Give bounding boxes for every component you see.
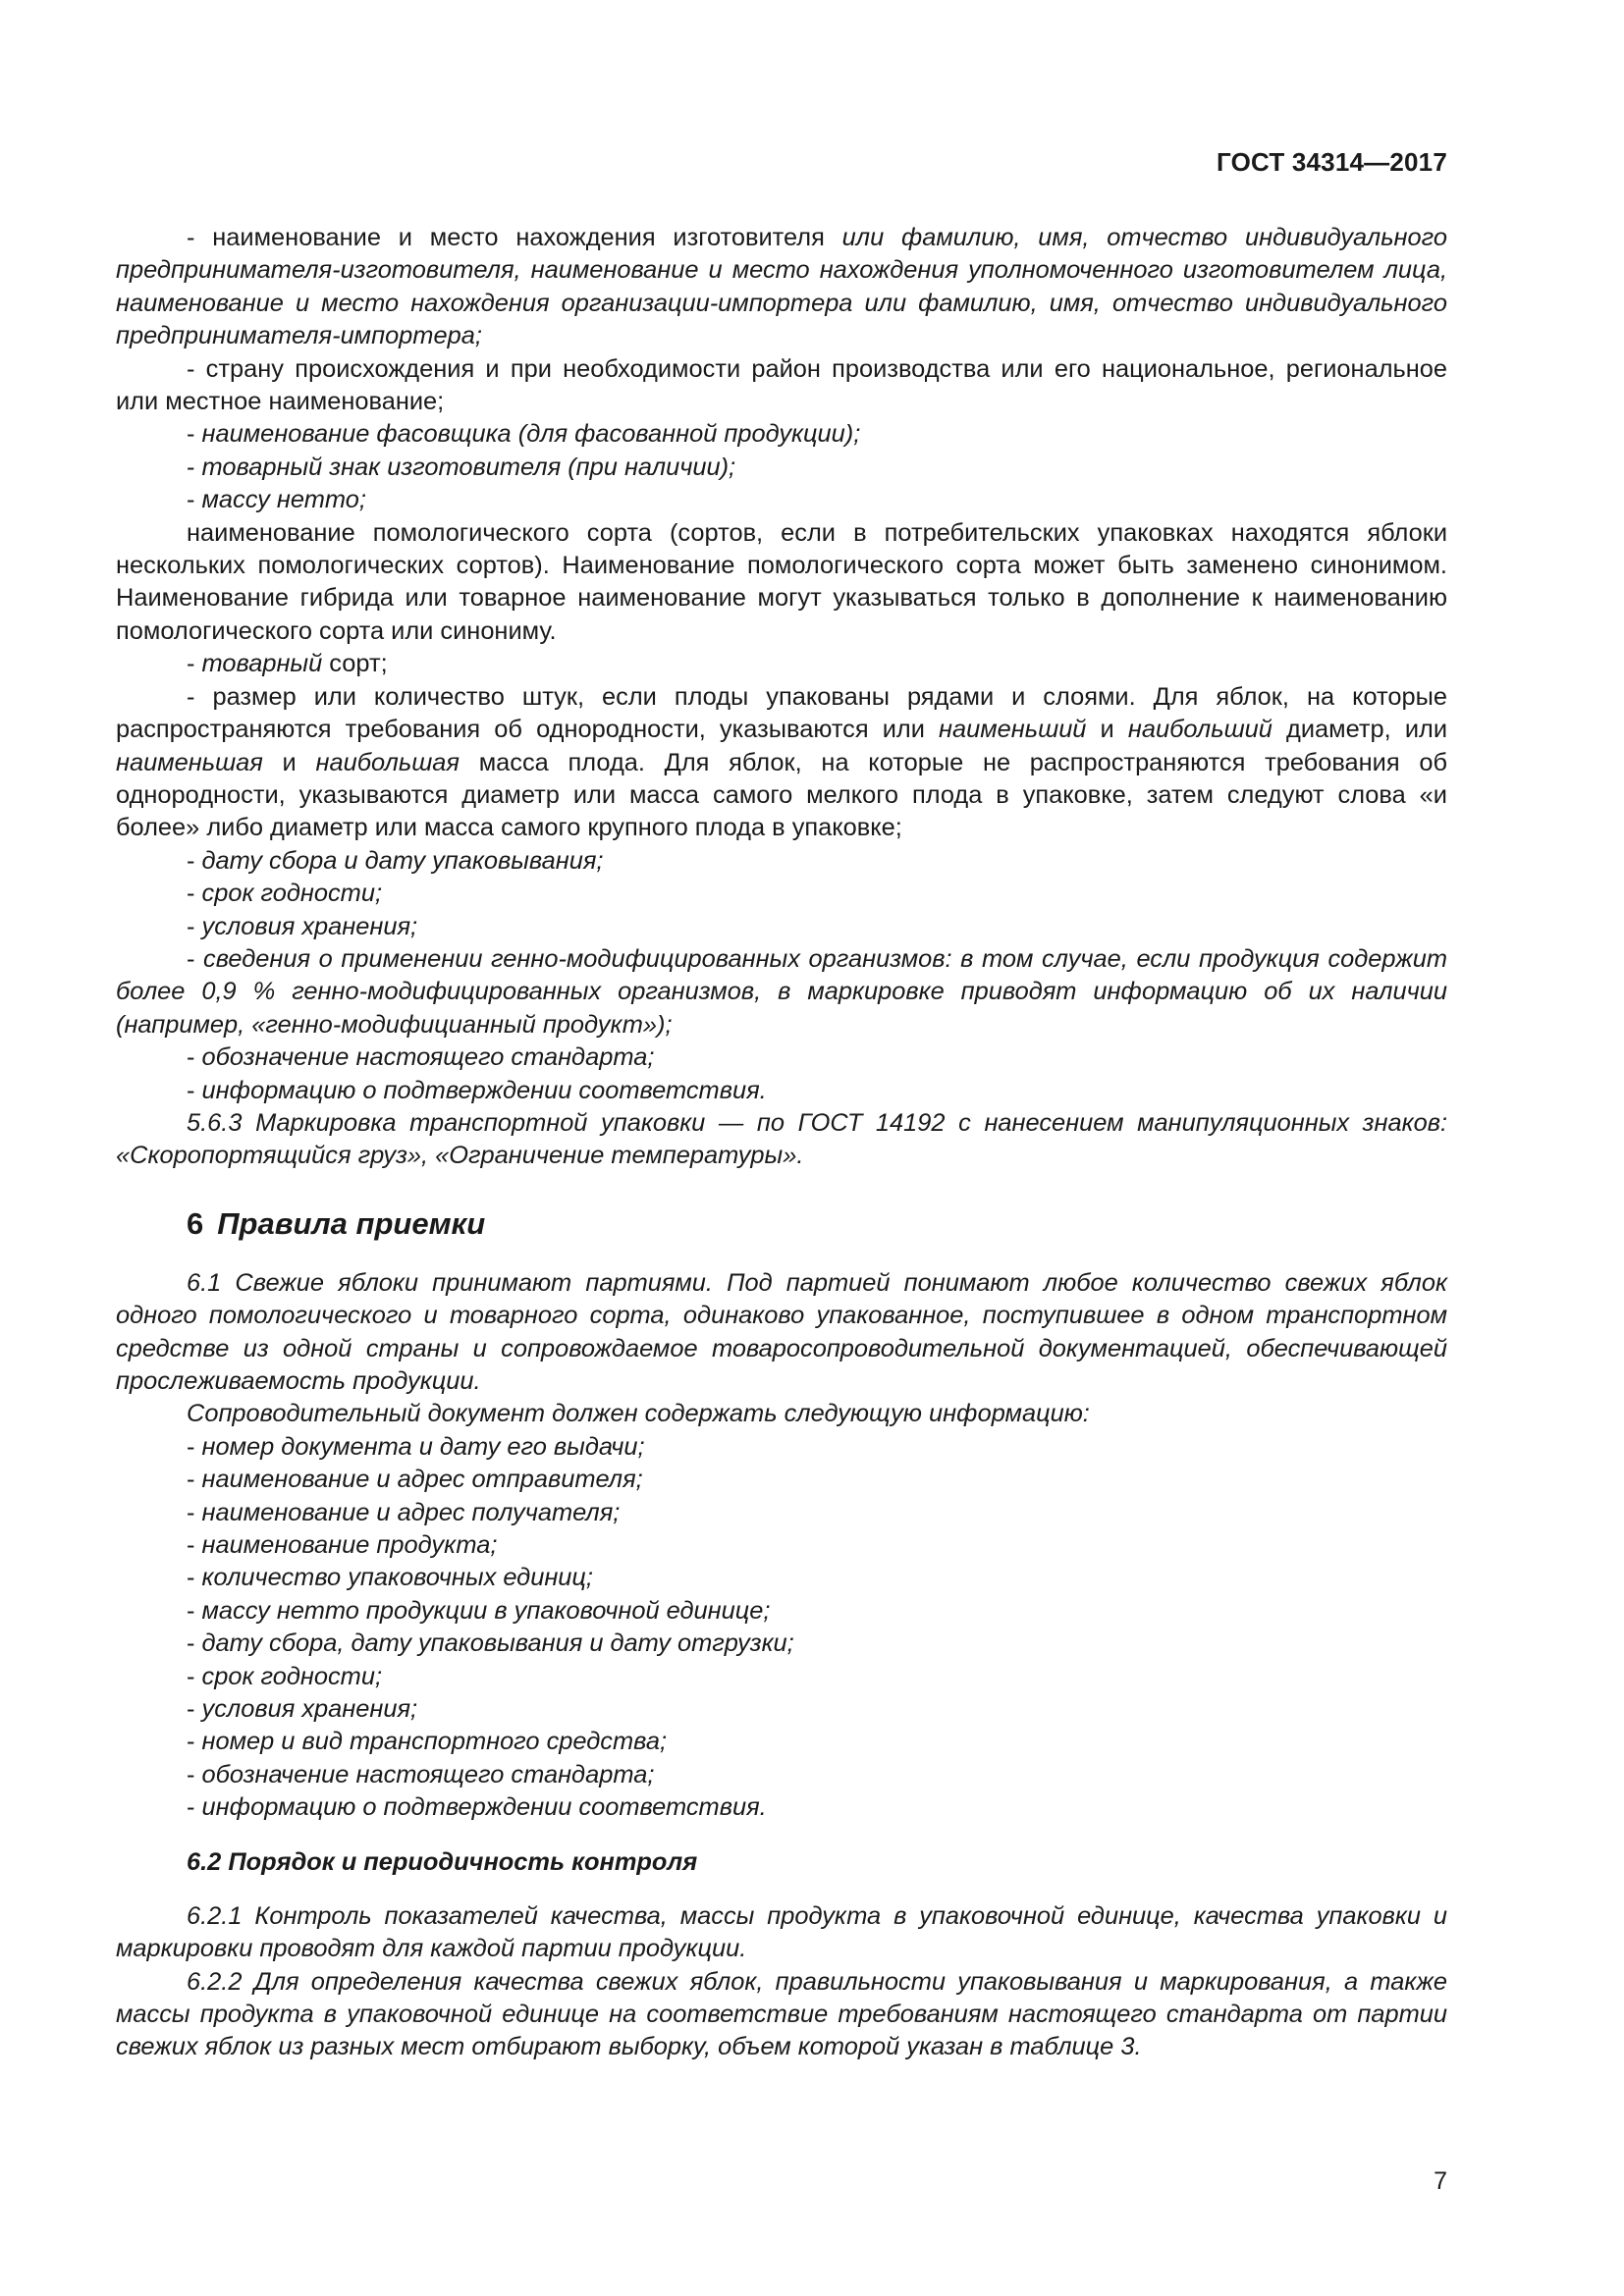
text-run: наибольшая [315, 748, 460, 776]
text-run: условия хранения; [201, 912, 418, 940]
text-run: - [187, 1760, 202, 1789]
paragraph [116, 1966, 1447, 2064]
text-run: - [187, 1629, 202, 1658]
text-run: сорт; [322, 650, 388, 678]
paragraph [116, 222, 1447, 353]
text-run: наименьшая [116, 748, 263, 776]
list-item [116, 1041, 1447, 1074]
text-run: информацию о подтверждении соответствия. [201, 1793, 767, 1822]
paragraph [116, 353, 1447, 419]
text-run: - [187, 1432, 202, 1461]
text-run: - [187, 453, 202, 481]
text-run: диаметр, или [1272, 716, 1447, 744]
document-body [116, 222, 1447, 2064]
text-run: 6.2.2 Для определения качества свежих яблок, правильности упаковывания и маркирования, а также массы продукта в упаковочной единице на соответствие требованиям настоящего стандарта от партии свежих яблок из разных мест отбирают выборку, объем которой указан в таблице 3. [116, 1967, 1447, 2061]
text-run: - [187, 1043, 202, 1072]
text-run: - [187, 1498, 202, 1526]
paragraph [116, 1107, 1447, 1173]
list-item [116, 1791, 1447, 1824]
text-run: наименование фасовщика (для фасованной продукции); [201, 420, 861, 449]
text-run: - [187, 1466, 202, 1494]
section-number: 6 [187, 1205, 204, 1241]
list-item [116, 1759, 1447, 1791]
list-item [116, 1497, 1447, 1529]
text-run: обозначение настоящего стандарта; [201, 1043, 655, 1072]
list-item [116, 452, 1447, 484]
text-run: - [187, 1076, 202, 1104]
text-run: - [187, 1695, 202, 1724]
text-run: 5.6.3 Маркировка транспортной упаковки — по ГОСТ 14192 с нанесением манипуляционных знаков: «Скоропортящийся груз», «Ограничение температуры». [116, 1108, 1447, 1170]
text-run: и [1086, 716, 1128, 744]
paragraph [116, 943, 1447, 1041]
text-run: или фамилию, имя, отчество индивидуального предпринимателя-изготовителя, наименование и место нахождения уполномоченного изготовителем лица, наименование и место нахождения организации-импортера или фамилию, имя, отчество индивидуального предпринимателя-импортера; [116, 224, 1448, 350]
page-number: 7 [1434, 2167, 1447, 2195]
text-run: массу нетто; [201, 486, 366, 514]
text-run: срок годности; [201, 880, 383, 908]
text-run: - [187, 420, 202, 449]
text-run: - [187, 1793, 202, 1822]
text-run: количество упаковочных единиц; [201, 1564, 593, 1592]
text-run: наименование и адрес получателя; [201, 1498, 621, 1526]
list-item [116, 1431, 1447, 1464]
text-run: - [187, 846, 202, 875]
text-run: - [187, 486, 202, 514]
list-item [116, 484, 1447, 516]
list-item [116, 845, 1447, 878]
list-item [116, 878, 1447, 910]
paragraph [116, 517, 1447, 649]
text-run: - наименование и место нахождения изготовителя [187, 224, 842, 251]
text-run: дату сбора, дату упаковывания и дату отгрузки; [201, 1629, 794, 1658]
text-run: обозначение настоящего стандарта; [201, 1760, 655, 1789]
text-run: - размер или количество штук, если плоды упакованы рядами и слоями. Для яблок, на которые распространяются требования об однородности, указываются или [116, 682, 1447, 744]
text-run: и [262, 748, 316, 776]
text-run: - [187, 1564, 202, 1592]
list-item [116, 1075, 1447, 1107]
list-item [116, 648, 1447, 680]
paragraph [116, 1398, 1447, 1430]
text-run: наименование и адрес отправителя; [201, 1466, 643, 1494]
paragraph [116, 1267, 1447, 1399]
text-run: масса плода. Для яблок, на которые не распространяются требования об однородности, указываются диаметр или масса самого мелкого плода в упаковке, затем следуют слова «и более» либо диаметр или масса самого крупного плода в упаковке; [116, 748, 1448, 842]
text-run: - страну происхождения и при необходимости район производства или его национальное, региональное или местное наименование; [116, 354, 1447, 416]
text-run: товарный знак изготовителя (при наличии); [201, 453, 736, 481]
text-run: наименование помологического сорта (сортов, если в потребительских упаковках находятся яблоки нескольких помологических сортов). Наименование помологического сорта может быть заменено синонимом. Наименование гибрида или товарное наименование могут указываться только в дополнение к наименованию помологического сорта или синониму. [116, 518, 1447, 645]
list-item [116, 1693, 1447, 1726]
paragraph [116, 1900, 1447, 1966]
list-item [116, 1562, 1447, 1594]
text-run: сведения о применении генно-модифицированных организмов: в том случае, если продукция содержит более 0,9 % генно-модифицированных организмов, в маркировке приводят информацию об их наличии (например, «генно-модифицианный продукт»); [116, 944, 1447, 1039]
list-item [116, 1595, 1447, 1628]
list-item [116, 418, 1447, 451]
text-run: - [187, 944, 204, 973]
text-run: дату сбора и дату упаковывания; [201, 846, 604, 875]
section-heading [187, 1204, 1447, 1244]
text-run: Сопроводительный документ должен содержать следующую информацию: [187, 1400, 1090, 1428]
text-run: номер и вид транспортного средства; [201, 1728, 667, 1756]
text-run: - [187, 1662, 202, 1690]
list-item [116, 1628, 1447, 1660]
section-title: Правила приемки [217, 1205, 486, 1241]
text-run: наибольший [1127, 716, 1272, 744]
text-run: информацию о подтверждении соответствия. [201, 1076, 767, 1104]
list-item [116, 1464, 1447, 1496]
text-run: наименование продукта; [201, 1531, 498, 1560]
paragraph [116, 681, 1447, 845]
text-run: - [187, 880, 202, 908]
text-run: - [187, 1728, 202, 1756]
subsection-heading: 6.2 Порядок и периодичность контроля [187, 1847, 698, 1876]
text-run: 6.1 Свежие яблоки принимают партиями. Под партией понимают любое количество свежих яблок одного помологического и товарного сорта, одинаково упакованное, поступившее в одном транспортном средстве из одной страны и сопровождаемое товаросопроводительной документацией, обеспечивающей прослеживаемость продукции. [116, 1268, 1447, 1395]
text-run: - [187, 650, 202, 678]
text-run: условия хранения; [201, 1695, 418, 1724]
list-item [116, 1661, 1447, 1693]
document-header: ГОСТ 34314—2017 [1217, 147, 1447, 177]
text-run: - [187, 912, 202, 940]
list-item [116, 1529, 1447, 1562]
text-run: массу нетто продукции в упаковочной единице; [201, 1596, 771, 1625]
text-run: товарный [201, 650, 323, 678]
text-run: наименьший [939, 716, 1087, 744]
text-run: номер документа и дату его выдачи; [201, 1432, 645, 1461]
text-run: - [187, 1531, 202, 1560]
text-run: 6.2.1 Контроль показателей качества, массы продукта в упаковочной единице, качества упаковки и маркировки проводят для каждой партии продукции. [116, 1901, 1447, 1963]
list-item [116, 911, 1447, 943]
text-run: - [187, 1596, 202, 1625]
text-run: срок годности; [201, 1662, 383, 1690]
list-item [116, 1726, 1447, 1758]
